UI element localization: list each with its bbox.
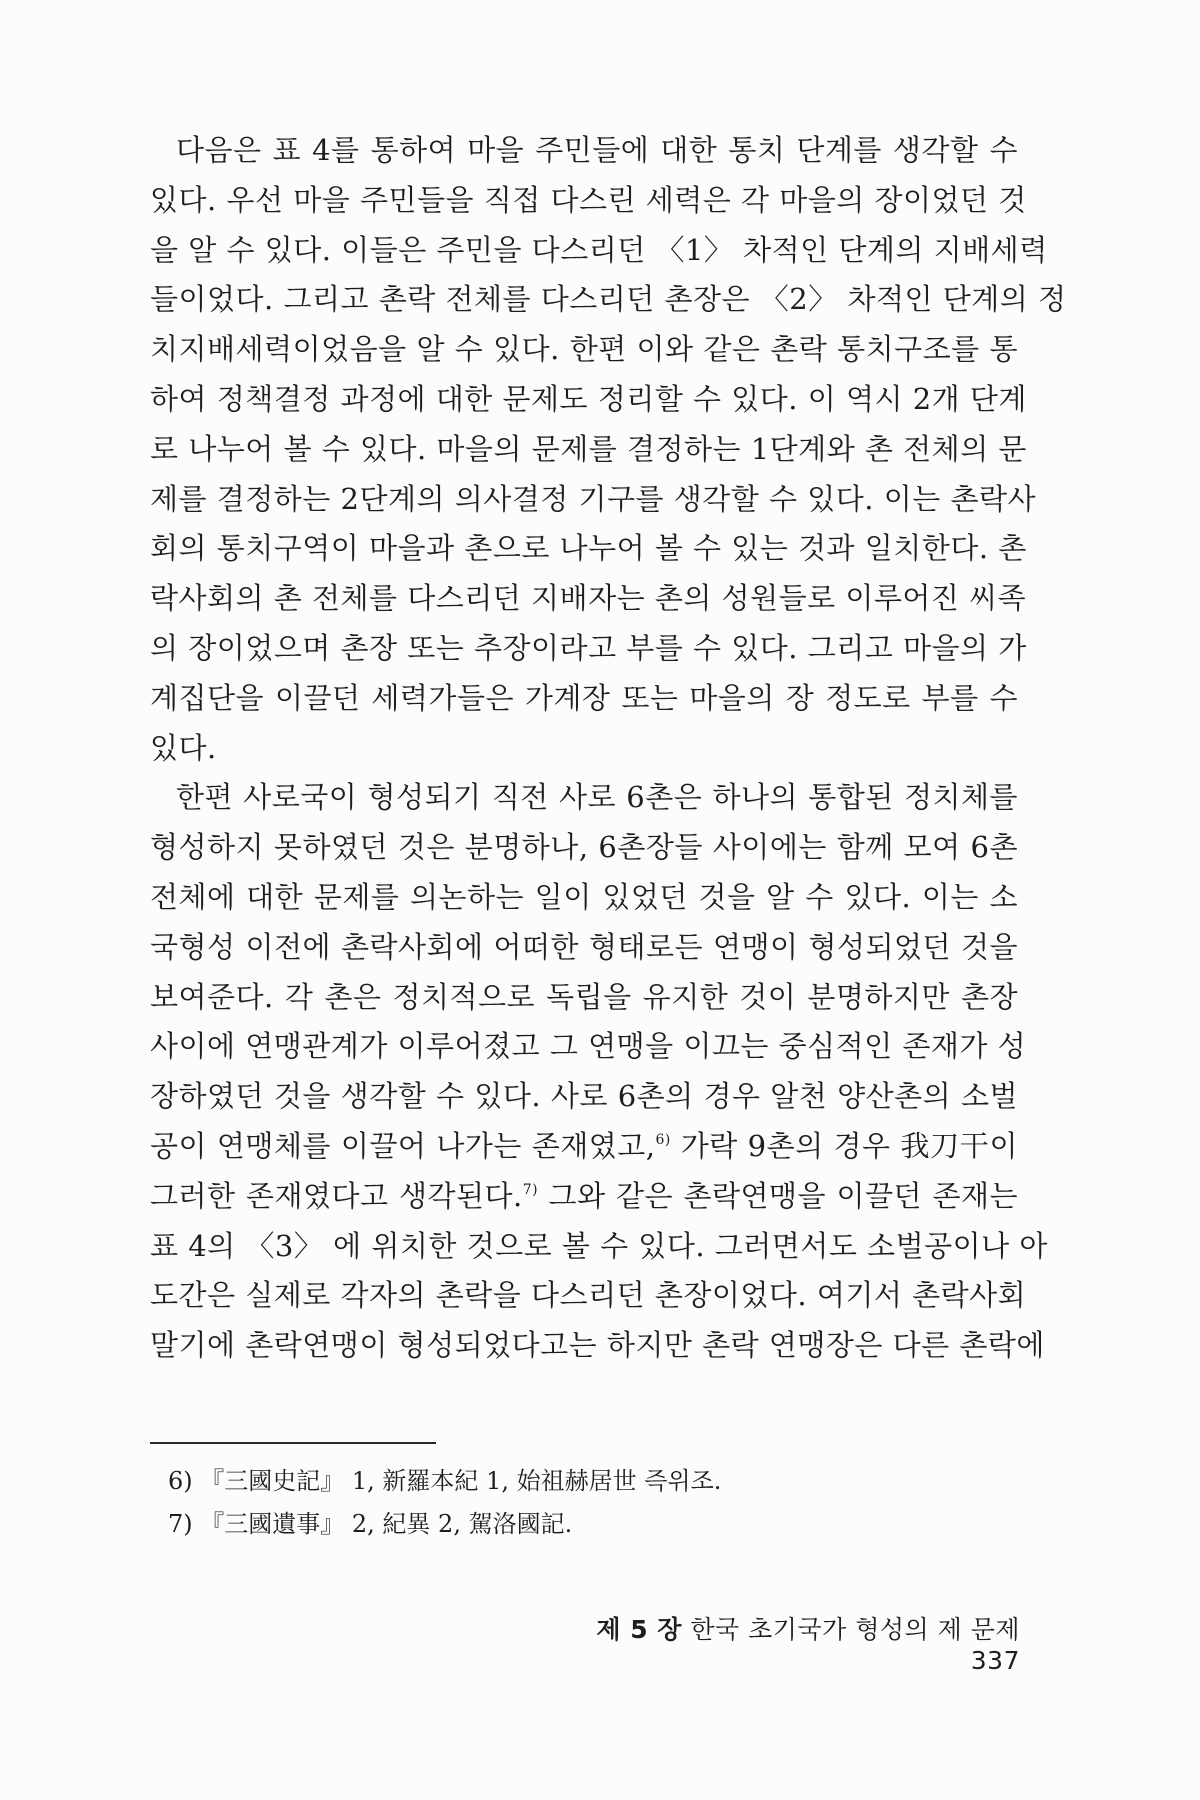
text-line [150,1072,1018,1122]
text-line [150,773,1018,823]
text-line-content: 있다. 우선 마을 주민들을 직접 다스린 세력은 각 마을의 장이었던 것 [150,182,1027,217]
text-line-content: 있다. [150,730,217,765]
text-line-content: 들이었다. 그리고 촌락 전체를 다스리던 촌장은 〈2〉 차적인 단계의 정 [150,282,1067,317]
text-line-continuation: 가락 9촌의 경우 我刀干이 [670,1128,1018,1163]
text-line-content: 하여 정책결정 과정에 대한 문제도 정리할 수 있다. 이 역시 2개 단계 [150,381,1027,416]
text-line-content: 전체에 대한 문제를 의논하는 일이 있었던 것을 알 수 있다. 이는 소 [150,879,1018,914]
text-line-content: 말기에 촌락연맹이 형성되었다고는 하지만 촌락 연맹장은 다른 촌락에 [150,1328,1045,1363]
footer-chapter: 제 5 장 [596,1615,682,1644]
text-line-content: 계집단을 이끌던 세력가들은 가계장 또는 마을의 장 정도로 부를 수 [150,680,1018,715]
text-line-content: 도간은 실제로 각자의 촌락을 다스리던 촌장이었다. 여기서 촌락사회 [150,1278,1027,1313]
text-line [150,1321,1045,1371]
text-line [150,524,1027,574]
text-line [150,873,1018,923]
text-line [150,1022,1027,1072]
text-line-content: 치지배세력이었음을 알 수 있다. 한편 이와 같은 촌락 통치구조를 통 [150,332,1018,367]
text-line [150,176,1027,226]
body-text [150,126,1067,1371]
text-line-content: 장하였던 것을 생각할 수 있다. 사로 6촌의 경우 알천 양산촌의 소벌 [150,1079,1018,1114]
text-line [150,475,1037,525]
text-line [150,325,1018,375]
footnote-rule [150,1442,436,1444]
footer-title: 한국 초기국가 형성의 제 문제 [690,1615,1020,1644]
text-line-content: 한편 사로국이 형성되기 직전 사로 6촌은 하나의 통합된 정치체를 [176,780,1018,815]
text-line [150,425,1027,475]
text-line-content: 의 장이었으며 촌장 또는 추장이라고 부를 수 있다. 그리고 마을의 가 [150,630,1027,665]
footnote-marker: 6) [655,1131,671,1148]
text-line [150,1122,1018,1172]
text-line [150,1271,1027,1321]
text-line [150,275,1067,325]
text-line-content: 국형성 이전에 촌락사회에 어떠한 형태로든 연맹이 형성되었던 것을 [150,929,1018,964]
footnote-marker: 7) [522,1181,539,1198]
text-line-continuation: 그와 같은 촌락연맹을 이끌던 존재는 [538,1178,1018,1213]
text-line-content: 다음은 표 4를 통하여 마을 주민들에 대한 통치 단계를 생각할 수 [176,133,1018,167]
page-number: 337 [970,1646,1020,1675]
footnotes [168,1460,968,1546]
text-line [150,973,1018,1023]
text-line [150,126,1018,176]
text-line [150,923,1018,973]
footnote: 7) 『三國遺事』 2, 紀異 2, 駕洛國記. [168,1510,573,1538]
text-line-content: 락사회의 촌 전체를 다스리던 지배자는 촌의 성원들로 이루어진 씨족 [150,581,1027,616]
text-line [150,226,1048,276]
text-line-content: 형성하지 못하였던 것은 분명하나, 6촌장들 사이에는 함께 모여 6촌 [150,830,1018,865]
text-line-content: 표 4의 〈3〉 에 위치한 것으로 볼 수 있다. 그러면서도 소벌공이나 아 [150,1228,1048,1263]
text-line-content: 그러한 존재였다고 생각된다. [150,1178,523,1213]
text-line [150,1172,1018,1222]
text-line-content: 로 나누어 볼 수 있다. 마을의 문제를 결정하는 1단계와 촌 전체의 문 [150,431,1027,466]
text-line [150,823,1018,873]
text-line [150,674,1018,724]
text-line [150,574,1027,624]
running-footer [570,1610,1020,1675]
text-line-content: 제를 결정하는 2단계의 의사결정 기구를 생각할 수 있다. 이는 촌락사 [150,481,1037,516]
text-line [150,1222,1048,1272]
text-line-content: 사이에 연맹관계가 이루어졌고 그 연맹을 이끄는 중심적인 존재가 성 [150,1029,1027,1064]
text-line-content: 보여준다. 각 촌은 정치적으로 독립을 유지한 것이 분명하지만 촌장 [150,979,1018,1014]
text-line-content: 회의 통치구역이 마을과 촌으로 나누어 볼 수 있는 것과 일치한다. 촌 [150,531,1027,566]
text-line-content: 공이 연맹체를 이끌어 나가는 존재였고, [150,1128,656,1163]
text-line [150,624,1027,674]
text-line [150,724,1018,774]
text-line [150,375,1027,425]
text-line-content: 을 알 수 있다. 이들은 주민을 다스리던 〈1〉 차적인 단계의 지배세력 [150,232,1048,267]
footnote: 6) 『三國史記』 1, 新羅本紀 1, 始祖赫居世 즉위조. [168,1467,722,1495]
